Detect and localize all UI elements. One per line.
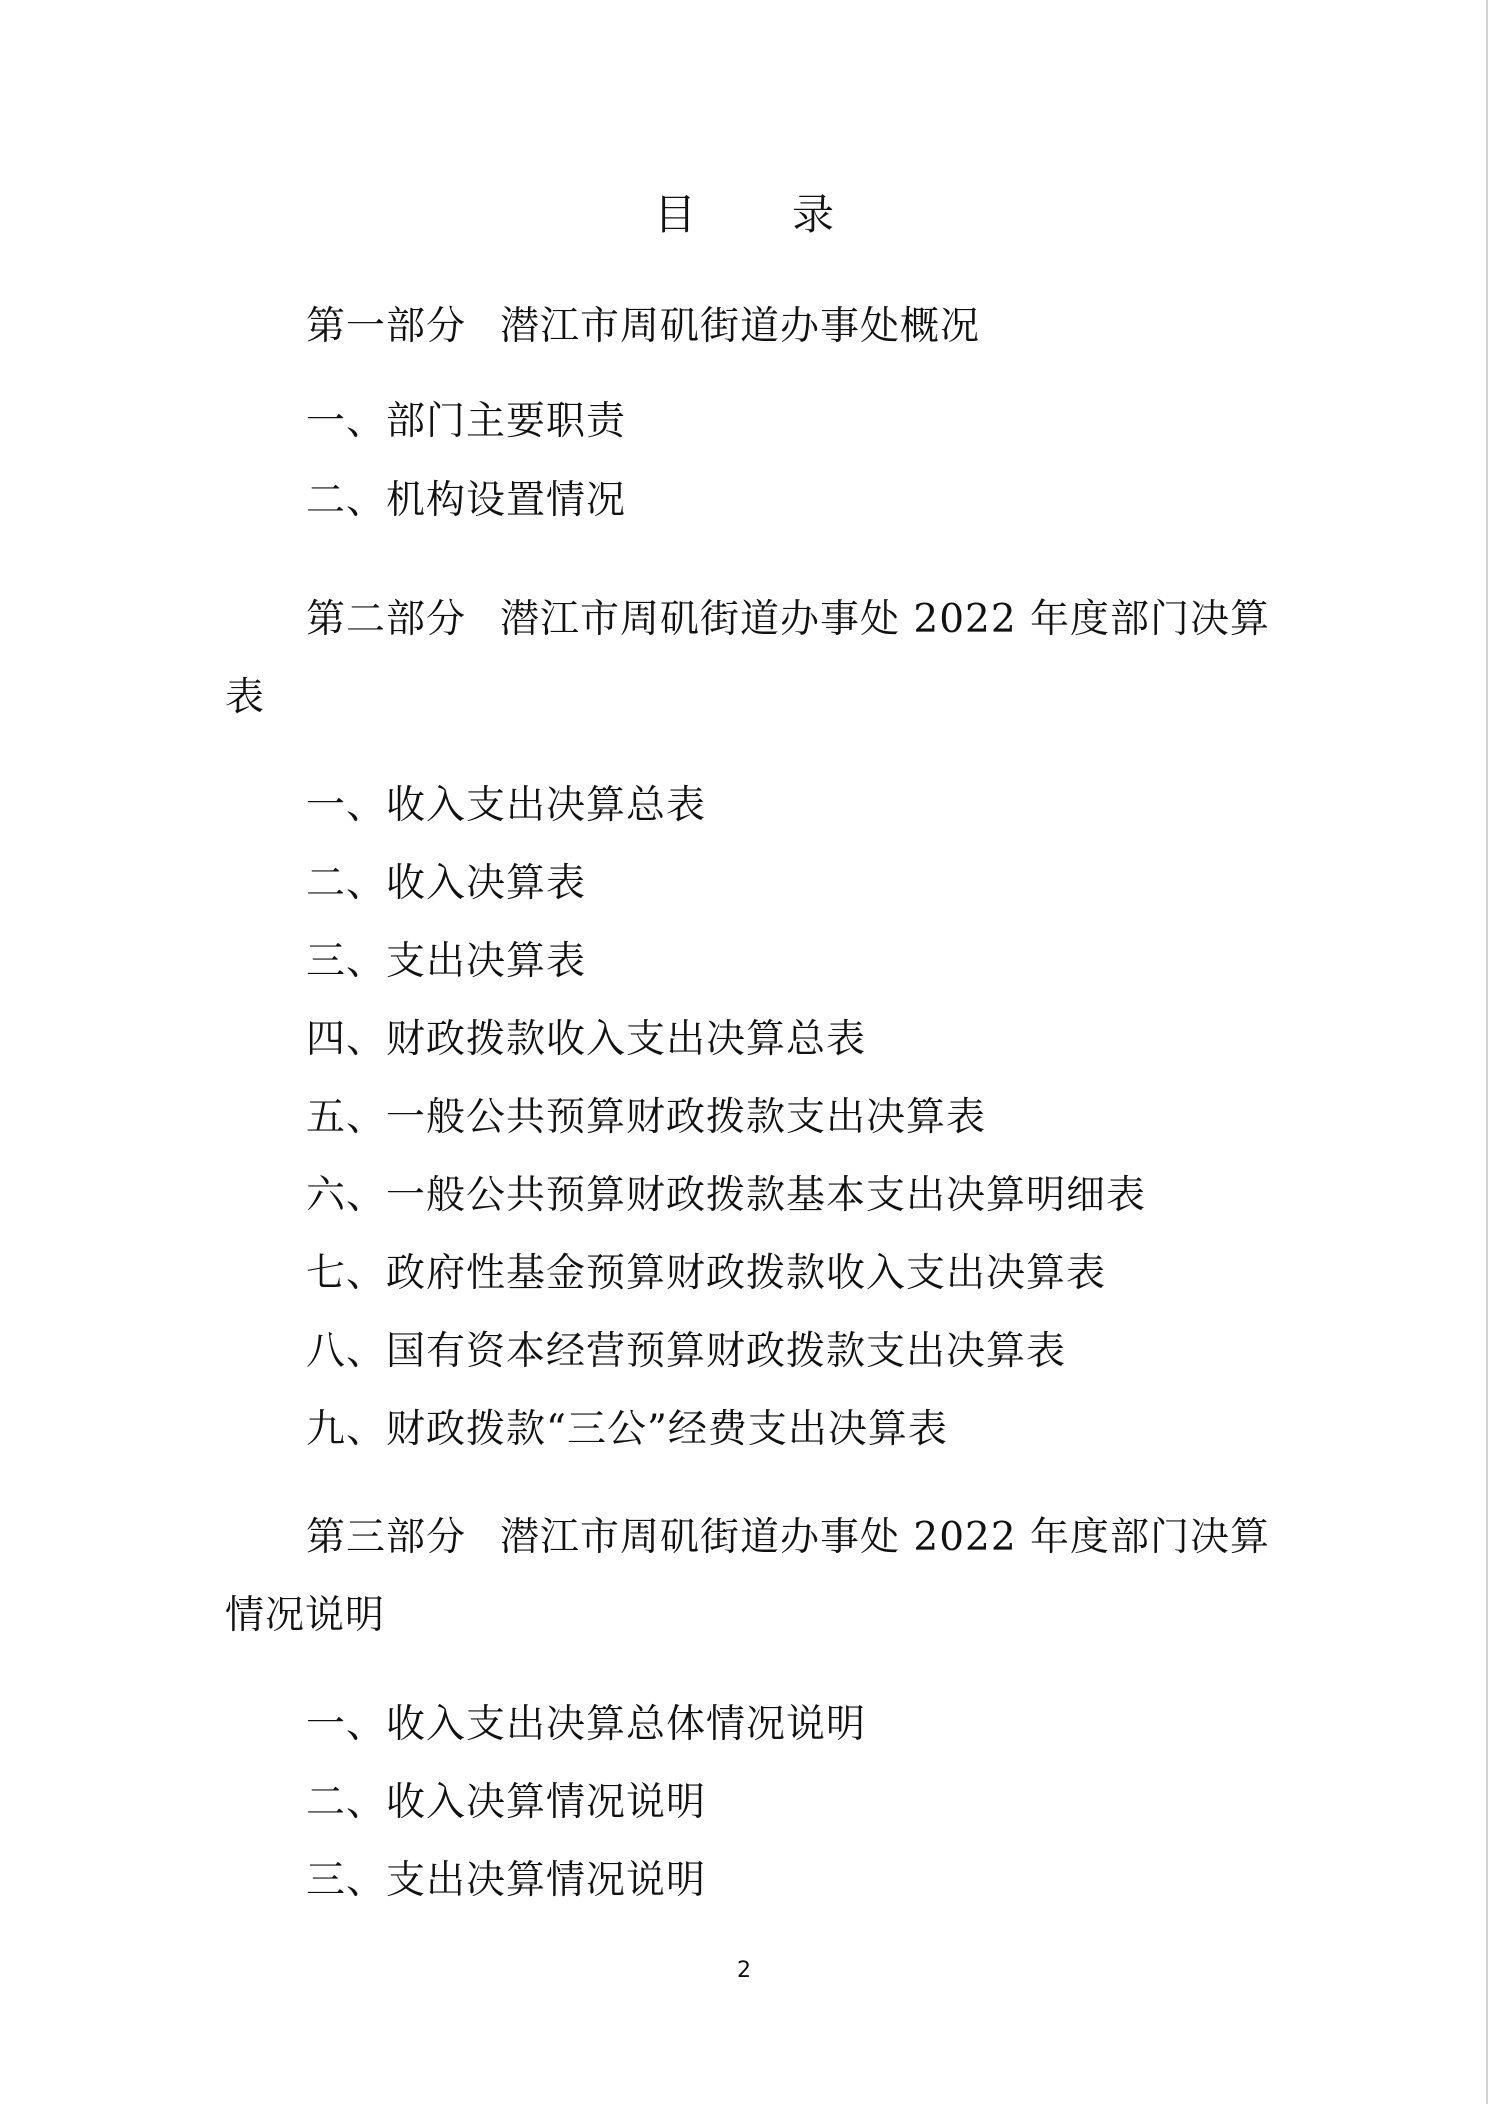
toc-title bbox=[0, 186, 1488, 244]
toc-item: 九、财政拨款“三公”经费支出决算表 bbox=[306, 1407, 948, 1452]
toc-item: 七、政府性基金预算财政拨款收入支出决算表 bbox=[306, 1251, 1107, 1296]
part3-text-line1: 潜江市周矶街道办事处 2022 年度部门决算 bbox=[500, 1515, 1271, 1560]
toc-item: 五、一般公共预算财政拨款支出决算表 bbox=[306, 1095, 987, 1140]
toc-title-char-1: 目 bbox=[653, 190, 696, 239]
page-number: 2 bbox=[737, 1958, 751, 1983]
part3-text-line2: 情况说明 bbox=[225, 1593, 386, 1638]
toc-item: 一、收入支出决算总体情况说明 bbox=[306, 1702, 867, 1747]
part2-text-line1: 潜江市周矶街道办事处 2022 年度部门决算 bbox=[500, 597, 1271, 642]
toc-item: 二、收入决算情况说明 bbox=[306, 1780, 707, 1825]
part1-text: 潜江市周矶街道办事处概况 bbox=[500, 304, 981, 349]
part2-heading bbox=[306, 595, 1270, 645]
part2-label: 第二部分 bbox=[306, 597, 467, 642]
toc-item: 二、机构设置情况 bbox=[306, 478, 627, 523]
toc-item: 六、一般公共预算财政拨款基本支出决算明细表 bbox=[306, 1173, 1147, 1218]
toc-item: 八、国有资本经营预算财政拨款支出决算表 bbox=[306, 1329, 1067, 1374]
toc-title-char-2: 录 bbox=[792, 190, 835, 239]
toc-item: 三、支出决算表 bbox=[306, 939, 587, 984]
toc-item: 一、收入支出决算总表 bbox=[306, 783, 707, 828]
part1-label: 第一部分 bbox=[306, 304, 467, 349]
part3-heading bbox=[306, 1513, 1270, 1563]
part3-label: 第三部分 bbox=[306, 1515, 467, 1560]
toc-item: 二、收入决算表 bbox=[306, 861, 587, 906]
toc-item: 一、部门主要职责 bbox=[306, 399, 627, 444]
part1-heading bbox=[306, 302, 980, 352]
part2-text-line2: 表 bbox=[225, 675, 266, 720]
toc-item: 四、财政拨款收入支出决算总表 bbox=[306, 1017, 867, 1062]
toc-item: 三、支出决算情况说明 bbox=[306, 1858, 707, 1903]
